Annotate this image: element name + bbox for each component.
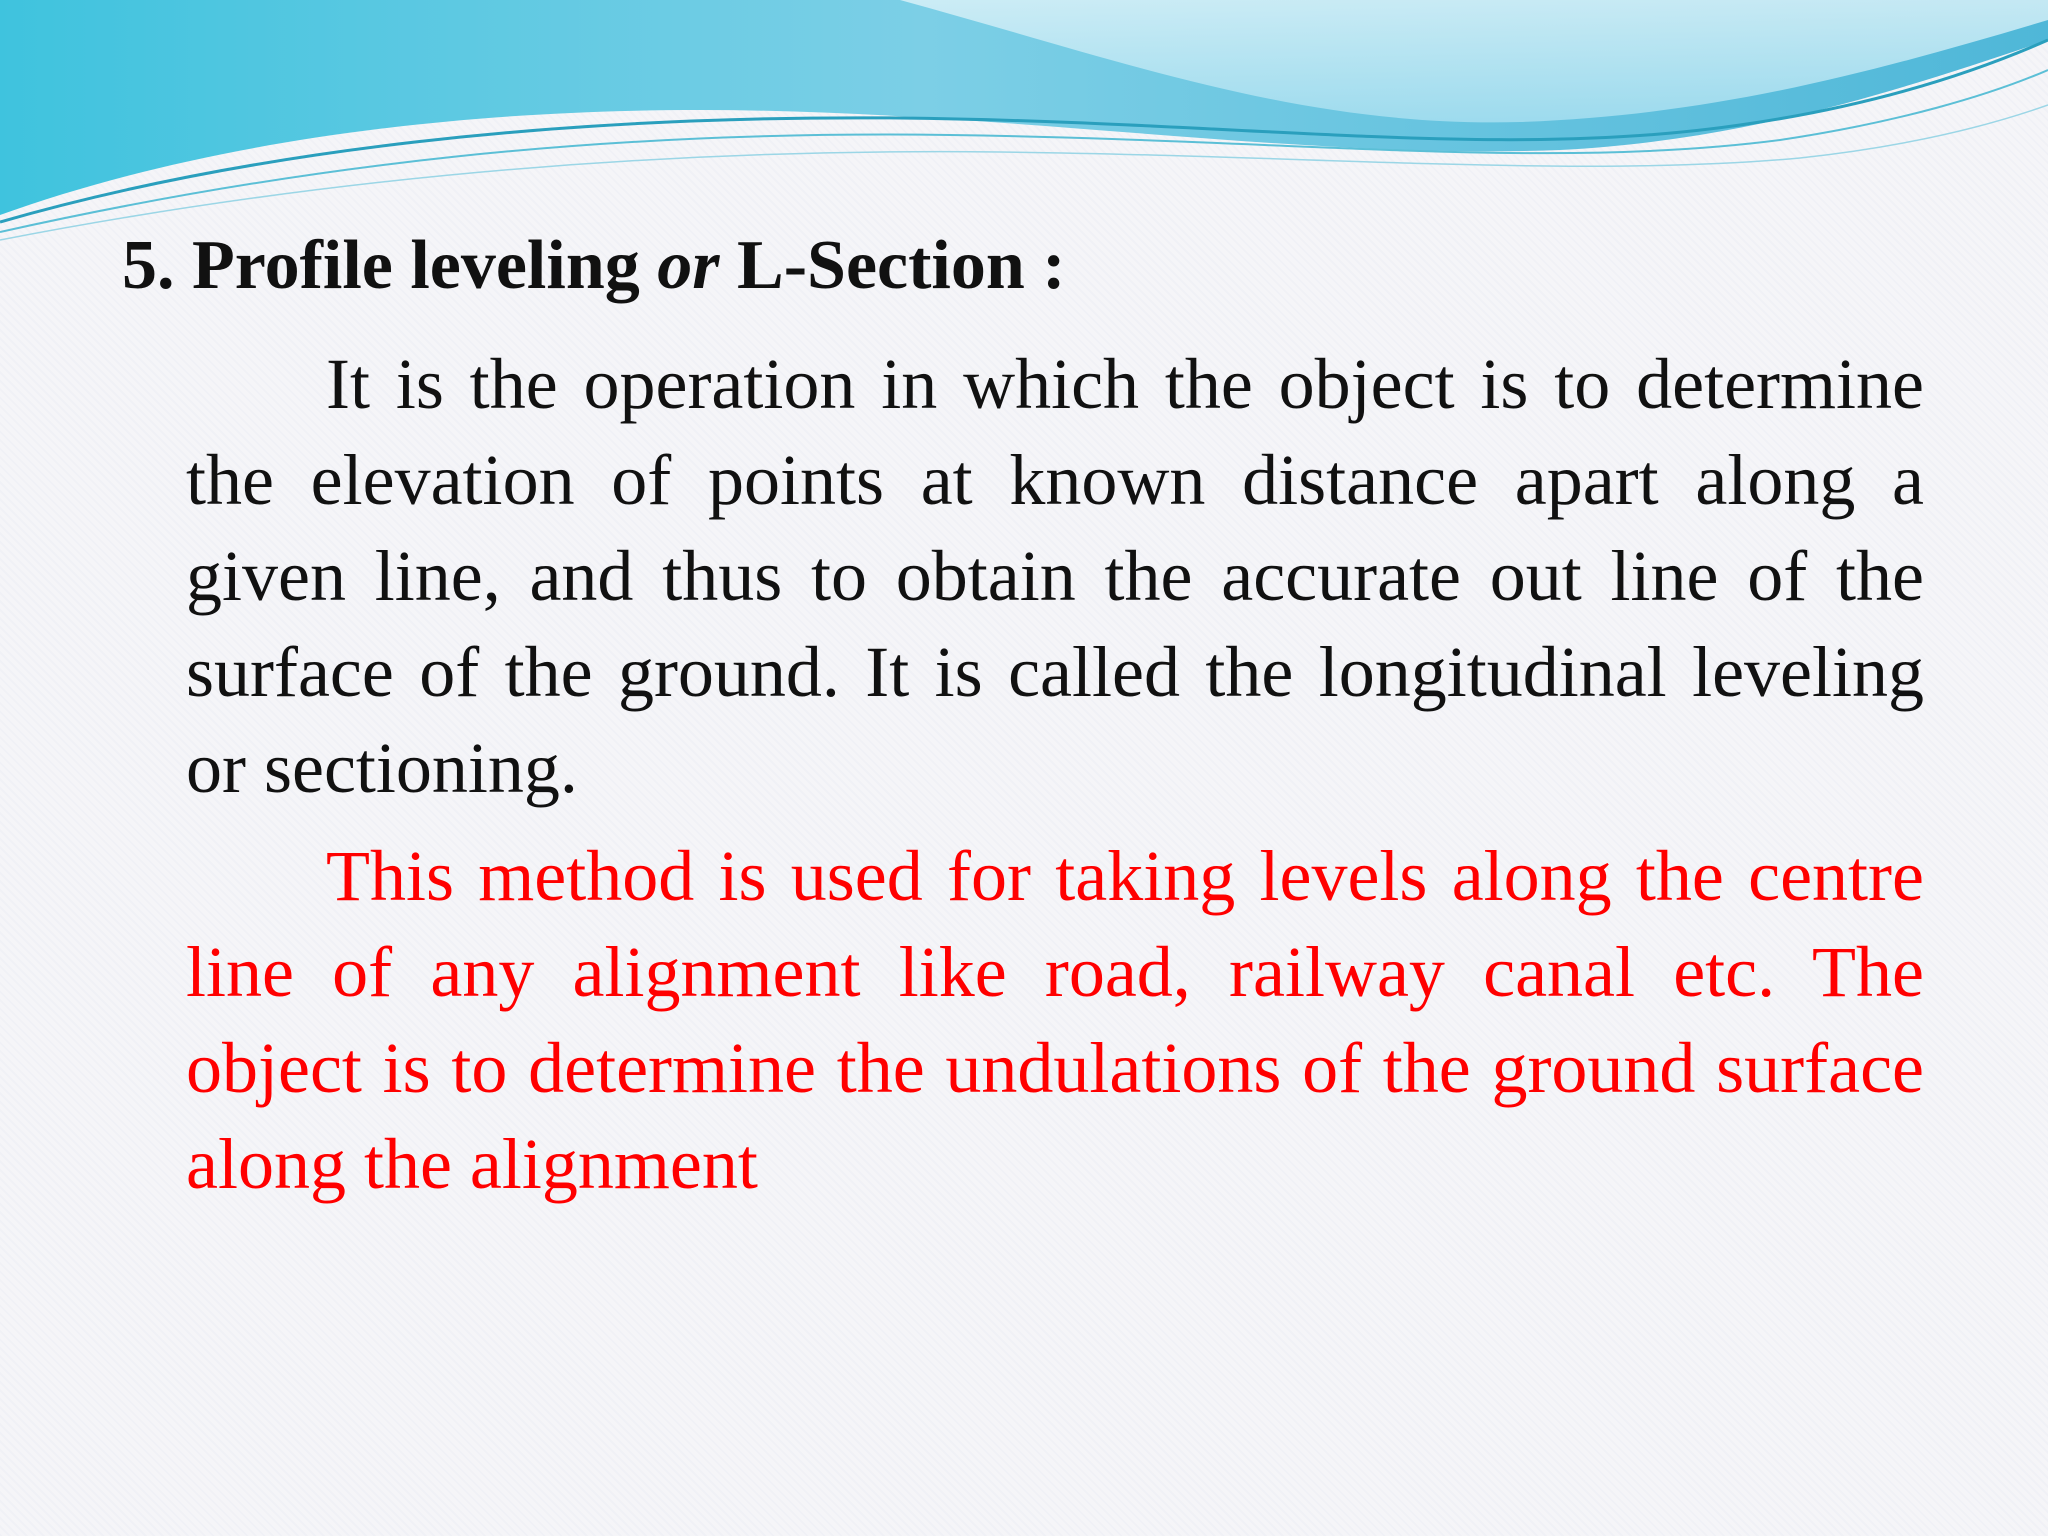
heading-part-2: L-Section : — [737, 227, 1066, 304]
usage-paragraph: This method is used for taking levels along the centre line of any alignment like road, railway canal etc. The object is to determine the undulations of the ground surface along the alignment — [186, 836, 1924, 1204]
heading-part-1: Profile leveling — [192, 227, 640, 304]
heading-connector: or — [657, 227, 720, 304]
definition-paragraph: It is the operation in which the object is to determine the elevation of points at known distance apart along a given line, and thus to obtain the accurate out line of the surface of the ground. It is called the longitudinal leveling or sectioning. — [186, 344, 1924, 808]
heading-number: 5. — [122, 227, 175, 304]
slide-heading — [122, 224, 1066, 308]
